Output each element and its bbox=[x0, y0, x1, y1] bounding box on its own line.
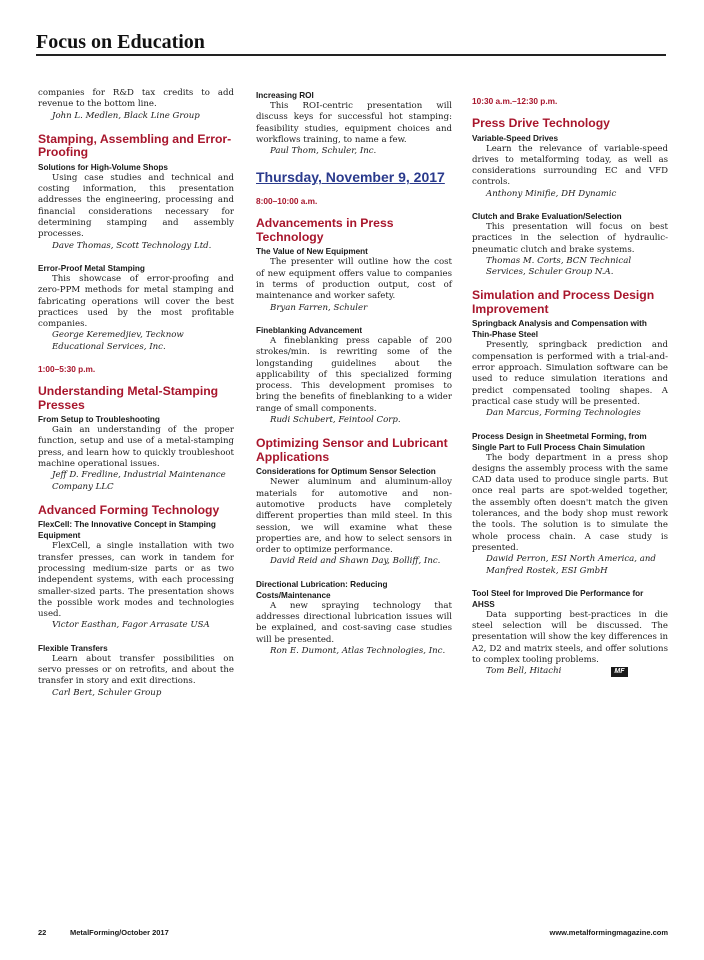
session-time: 10:30 a.m.–12:30 p.m. bbox=[472, 96, 558, 106]
author-credit: David Reid and Shawn Day, Bolliff, Inc. bbox=[270, 556, 441, 567]
paragraph: This presentation will focus on best practices in the selection of hydraulic-pneumatic clutch and brake systems. bbox=[472, 221, 668, 255]
presentation-title: Increasing ROI bbox=[256, 91, 314, 100]
paragraph: A fineblanking press capable of 200 strokes/min. is rewriting some of the longstanding guidelines about the applicability of this specialized forming process. This development promises to bring the benefits of fineblanking to a wider range of small components. bbox=[256, 335, 452, 414]
presentation-title: Process Design in Sheetmetal Forming, from Single Part to Full Process Chain Simulation bbox=[472, 431, 647, 452]
author-credit: Dawid Perron, ESI North America, and Manfred Rostek, ESI GmbH bbox=[486, 554, 656, 576]
author-credit: Thomas M. Corts, BCN Technical Services, Schuler Group N.A. bbox=[486, 255, 632, 278]
paragraph: Data supporting best-practices in die steel selection will be discussed. The presentation will show the key differences in A2, D2 and matrix steels, and offer solutions to complex tooling problems. bbox=[472, 609, 668, 665]
session-title: Press Drive Technology bbox=[472, 116, 610, 130]
paragraph: Learn the relevance of variable-speed drives to metalforming today, as well as considerations surrounding EC and VFD controls. bbox=[472, 143, 668, 188]
paragraph: FlexCell, a single installation with two transfer presses, can work in tandem for processing medium-size parts or as two independent systems, with each processing smaller-sized parts. The presentation shows the possible work modes and technologies used. bbox=[38, 541, 234, 620]
session-time: 8:00–10:00 a.m. bbox=[256, 196, 318, 207]
author-credit: Ron E. Dumont, Atlas Technologies, Inc. bbox=[270, 645, 446, 656]
presentation-title: Springback Analysis and Compensation with Thin-Phase Steel bbox=[472, 319, 647, 340]
author-credit: Carl Bert, Schuler Group bbox=[52, 687, 162, 698]
author-credit: Bryan Farren, Schuler bbox=[270, 302, 368, 313]
paragraph: Presently, springback prediction and compensation is performed with a trial-and-error approach. Simulation software can be used to reduce simulation iterations and predict compensated tooling shapes. A practical case study will be presented. bbox=[472, 340, 668, 407]
author-credit: Dan Marcus, Forming Technologies bbox=[486, 408, 641, 419]
session-title: Stamping, Assembling and Error-Proofing bbox=[38, 131, 232, 160]
presentation-title: The Value of New Equipment bbox=[256, 247, 368, 257]
presentation-title: Variable-Speed Drives bbox=[472, 133, 559, 143]
publication-url: www.metalformingmagazine.com bbox=[549, 928, 668, 937]
end-mark-badge: MF bbox=[611, 667, 627, 677]
paragraph: This ROI-centric presentation will discuss keys for successful hot stamping: feasibility studies, equipment choices and workflows training, to name a few. bbox=[256, 101, 452, 145]
session-title: Simulation and Process Design Improvement bbox=[472, 288, 655, 316]
section-title: Focus on Education bbox=[36, 31, 205, 53]
session-time: 1:00–5:30 p.m. bbox=[38, 364, 96, 375]
paragraph: The presenter will outline how the cost of new equipment offers value to companies in terms of production output, cost of maintenance and worker safety. bbox=[256, 257, 452, 302]
paragraph: This showcase of error-proofing and zero-PPM methods for metal stamping and fabricating operations will cover the best practices used by the most profitable companies. bbox=[38, 273, 234, 330]
presentation-title: Solutions for High-Volume Shops bbox=[38, 162, 168, 172]
author-credit: Rudi Schubert, Feintool Corp. bbox=[270, 415, 401, 426]
paragraph: Newer aluminum and aluminum-alloy materials for automotive and non-automotive products have completely different properties than mild steel. In this session, we will examine what these properties are, and how to select sensors in order to optimize performance. bbox=[256, 477, 452, 556]
paragraph: Learn about transfer possibilities on servo presses or on retrofits, and about the transfer in story and exit directions. bbox=[38, 653, 234, 687]
author-credit bbox=[472, 666, 668, 677]
session-title: Understanding Metal-Stamping Presses bbox=[38, 384, 219, 412]
column-1 bbox=[38, 88, 234, 710]
presentation-title: Error-Proof Metal Stamping bbox=[38, 263, 145, 273]
presentation-title: Fineblanking Advancement bbox=[256, 325, 363, 335]
paragraph: A new spraying technology that addresses directional lubrication issues will be explained, and cost-saving case studies will be presented. bbox=[256, 600, 452, 645]
presentation-title: Directional Lubrication: Reducing Costs/Maintenance bbox=[256, 579, 388, 600]
author-credit: Dave Thomas, Scott Technology Ltd. bbox=[52, 240, 212, 251]
paragraph: companies for R&D tax credits to add revenue to the bottom line. bbox=[38, 88, 234, 110]
section-header bbox=[36, 30, 666, 56]
column-2 bbox=[256, 88, 452, 668]
author-credit: Anthony Minifie, DH Dynamic bbox=[486, 188, 617, 199]
presentation-title: Tool Steel for Improved Die Performance for AHSS bbox=[472, 588, 644, 609]
author-credit: Jeff D. Fredline, Industrial Maintenance Company LLC bbox=[52, 470, 226, 492]
paragraph: The body department in a press shop designs the assembly process with the same CAD data used to produce single parts. But once real parts are spot-welded together, the assembly often doesn't match the given tolerances, and the body shop must rework the tools. The solution is to simulate the whole process chain. A case study is presented. bbox=[472, 452, 668, 553]
page-number: 22 bbox=[38, 928, 47, 937]
presentation-title: FlexCell: The Innovative Concept in Stamping Equipment bbox=[38, 520, 216, 541]
presentation-title: Clutch and Brake Evaluation/Selection bbox=[472, 211, 622, 221]
day-heading: Thursday, November 9, 2017 bbox=[256, 169, 445, 186]
paragraph: Using case studies and technical and costing information, this presentation addresses the engineering, processing and financial considerations necessary for determining stamping and assembly processes. bbox=[38, 172, 234, 240]
session-title: Advanced Forming Technology bbox=[38, 502, 220, 517]
author-credit: Paul Thom, Schuler, Inc. bbox=[270, 146, 377, 157]
presentation-title: Considerations for Optimum Sensor Selection bbox=[256, 467, 436, 477]
author-credit: Victor Easthan, Fagor Arrasate USA bbox=[52, 620, 210, 631]
author-credit-text: Tom Bell, Hitachi bbox=[486, 666, 562, 677]
paragraph: Gain an understanding of the proper function, setup and use of a metal-stamping press, and learn how to quickly troubleshoot machine operational issues. bbox=[38, 425, 234, 469]
session-title: Advancements in Press Technology bbox=[256, 216, 394, 244]
column-3 bbox=[472, 88, 668, 689]
presentation-title: From Setup to Troubleshooting bbox=[38, 415, 160, 425]
presentation-title: Flexible Transfers bbox=[38, 643, 108, 653]
author-credit: John L. Medlen, Black Line Group bbox=[52, 110, 200, 121]
page-footer bbox=[38, 928, 668, 940]
author-credit: George Keremedjiev, Tecknow Educational Services, Inc. bbox=[52, 330, 184, 352]
publication-name: MetalForming/October 2017 bbox=[70, 928, 169, 937]
session-title: Optimizing Sensor and Lubricant Applications bbox=[256, 436, 448, 464]
